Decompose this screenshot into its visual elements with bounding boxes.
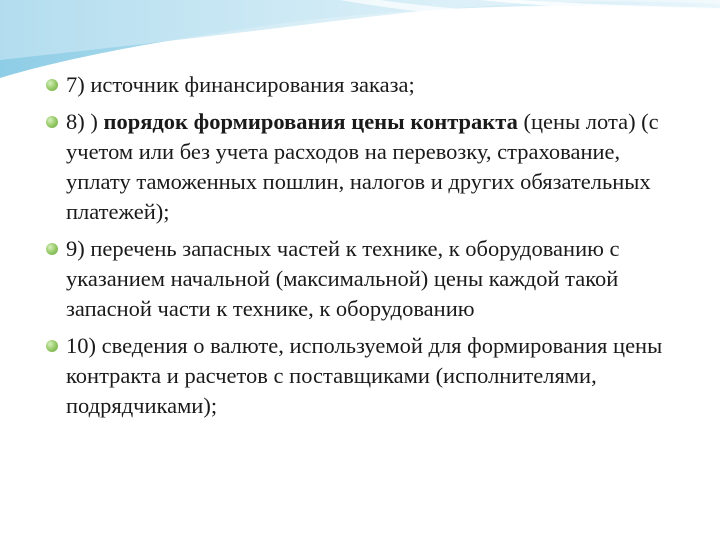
bullet-icon	[46, 340, 58, 352]
bullet-icon	[46, 79, 58, 91]
list-item	[46, 70, 686, 100]
item-text: (цены лота) (с учетом или без учета расходов на перевозку, страхование, уплату таможенных пошлин, налогов и других обязательных платежей);	[66, 109, 659, 224]
header-wave-decoration	[0, 0, 720, 80]
list-item	[46, 234, 686, 324]
bullet-icon	[46, 243, 58, 255]
item-prefix: 8) )	[66, 109, 104, 134]
bullet-icon	[46, 116, 58, 128]
item-text: 9) перечень запасных частей к технике, к оборудованию с указанием начальной (максимальной) цены каждой такой запасной части к технике, к оборудованию	[66, 236, 620, 321]
item-text: 7) источник финансирования заказа;	[66, 72, 415, 97]
list-item	[46, 107, 686, 227]
item-text: 10) сведения о валюте, используемой для формирования цены контракта и расчетов с поставщиками (исполнителями, подрядчиками);	[66, 333, 663, 418]
item-bold-text: порядок формирования цены контракта	[103, 109, 518, 134]
list-item	[46, 331, 686, 421]
bullet-list	[46, 70, 686, 428]
